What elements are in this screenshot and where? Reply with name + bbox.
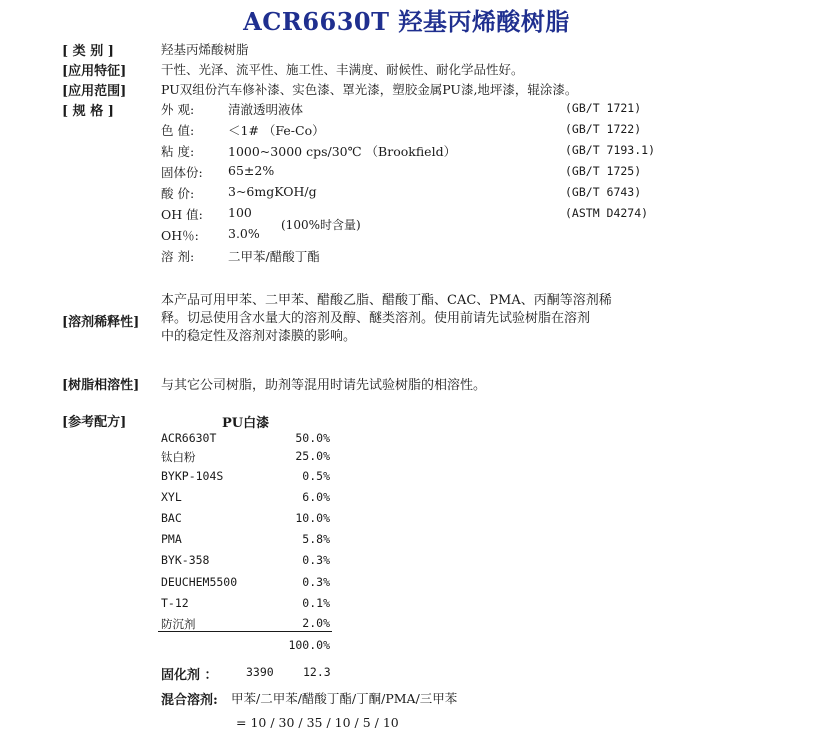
spec-standard: (GB/T 1725) (565, 164, 642, 178)
ingredient-percent: 0.1% (302, 596, 330, 610)
total-divider (158, 631, 332, 632)
ingredient-name: 防沉剂 (161, 617, 196, 631)
ingredient-name: PMA (161, 532, 182, 546)
spec-name: 固体份: (161, 165, 203, 180)
spec-value: 100 (228, 205, 252, 220)
spec-label: [ 规 格 ] (62, 104, 114, 119)
ingredient-percent: 5.8% (302, 532, 330, 546)
page-title: ACR6630T 羟基丙烯酸树脂 (243, 7, 570, 36)
ingredient-percent: 0.3% (302, 575, 330, 589)
dilution-line: 释。切忌使用含水量大的溶剂及醇、醚类溶剂。使用前请先试验树脂在溶剂 (161, 311, 591, 326)
ingredient-percent: 10.0% (295, 511, 330, 525)
ingredient-name: BAC (161, 511, 182, 525)
dilution-text (161, 292, 671, 346)
spec-standard: (GB/T 7193.1) (565, 143, 656, 157)
spec-name: OH％: (161, 228, 199, 243)
spec-standard: (GB/T 1722) (565, 122, 642, 136)
dilution-line: 中的稳定性及溶剂对漆膜的影响。 (161, 329, 357, 344)
spec-value: 3.0% (228, 226, 260, 241)
mix-solvent-value: 甲苯/二甲苯/醋酸丁酯/丁酮/PMA/三甲苯 (231, 691, 458, 706)
spec-name: OH 值: (161, 207, 203, 222)
curing-label: 固化剂 ： (161, 668, 218, 683)
curing-amount: 12.3 (303, 665, 331, 679)
spec-name: 酸 价: (161, 186, 195, 201)
mix-solvent-label: 混合溶剂: (161, 693, 218, 708)
ingredient-percent: 2.0% (302, 616, 330, 630)
features-label: [应用特征] (62, 64, 127, 79)
spec-name: 溶 剂: (161, 249, 195, 264)
spec-standard: (ASTM D4274) (565, 206, 649, 220)
ingredient-percent: 25.0% (295, 449, 330, 463)
ingredient-name: DEUCHEM5500 (161, 575, 238, 589)
scope-label: [应用范围] (62, 84, 127, 99)
spec-value: 二甲苯/醋酸丁酯 (228, 249, 320, 264)
mix-solvent-ratio: = 10 / 30 / 35 / 10 / 5 / 10 (236, 715, 399, 730)
category-value: 羟基丙烯酸树脂 (161, 42, 249, 57)
ingredient-name: T-12 (161, 596, 189, 610)
ingredient-percent: 6.0% (302, 490, 330, 504)
ingredient-percent: 50.0% (295, 431, 330, 445)
formula-total: 100.0% (288, 638, 330, 652)
spec-value: 3~6mgKOH/g (228, 184, 317, 199)
ingredient-name: 钛白粉 (161, 450, 196, 464)
oh-content-note: (100%时含量) (281, 218, 361, 232)
category-label: [ 类 别 ] (62, 44, 114, 59)
spec-name: 外 观: (161, 102, 195, 117)
ingredient-name: BYK-358 (161, 553, 210, 567)
spec-value: 1000~3000 cps/30℃ （Brookfield） (228, 144, 457, 159)
features-value: 干性、光泽、流平性、施工性、丰满度、耐候性、耐化学品性好。 (161, 62, 524, 77)
dilution-line: 本产品可用甲苯、二甲苯、醋酸乙脂、醋酸丁酯、CAC、PMA、丙酮等溶剂稀 (161, 293, 612, 308)
formula-heading: PU白漆 (222, 416, 270, 431)
spec-name: 色 值: (161, 123, 195, 138)
curing-name: 3390 (246, 665, 274, 679)
ingredient-percent: 0.5% (302, 469, 330, 483)
compat-value: 与其它公司树脂，助剂等混用时请先试验树脂的相溶性。 (161, 378, 487, 393)
dilution-label: [溶剂稀释性] (62, 315, 140, 330)
spec-value: ＜1# （Fe-Co） (228, 123, 325, 138)
spec-standard: (GB/T 6743) (565, 185, 642, 199)
formula-label: [参考配方] (62, 415, 127, 430)
compat-label: [树脂相溶性] (62, 378, 140, 393)
ingredient-name: XYL (161, 490, 182, 504)
ingredient-percent: 0.3% (302, 553, 330, 567)
spec-value: 65±2% (228, 163, 275, 178)
scope-value: PU双组份汽车修补漆、实色漆、罩光漆，塑胶金属PU漆,地坪漆，辊涂漆。 (161, 82, 578, 97)
spec-value: 清澈透明液体 (228, 102, 304, 117)
ingredient-name: BYKP-104S (161, 469, 224, 483)
spec-standard: (GB/T 1721) (565, 101, 642, 115)
ingredient-name: ACR6630T (161, 431, 217, 445)
spec-name: 粘 度: (161, 144, 195, 159)
